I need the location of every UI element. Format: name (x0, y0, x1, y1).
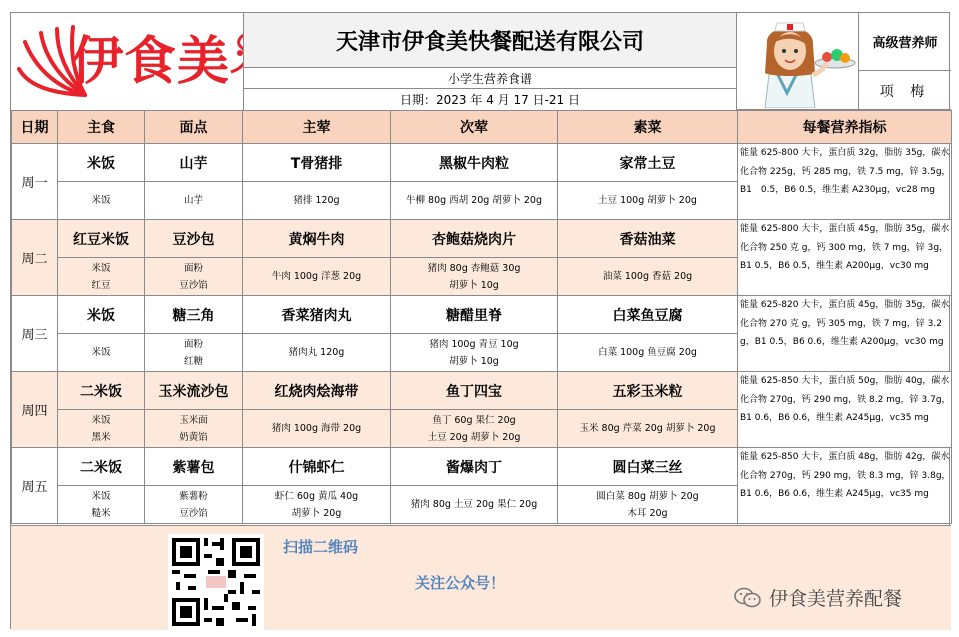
staple-ingredients (58, 334, 145, 372)
side-meat-ingredients (391, 182, 558, 220)
pastry-dish: 山芋 (145, 144, 243, 182)
nutrition-cell: 能量 625-820 大卡，蛋白质 45g，脂肪 35g，碳水化合物 270 克 g，钙 305 mg，铁 7 mg，锌 3.2g，B1 0.5，B6 0.6，维生素 A200μg，vc30 mg (738, 296, 952, 372)
nutrition-cell: 能量 625-800 大卡，蛋白质 32g，脂肪 35g，碳水化合物 225g，钙 285 mg，铁 7.5 mg，锌 3.5g，B1 0.5，B6 0.5，维生素 A230μg，vc28 mg (738, 144, 952, 220)
ingredient-line: 玉米 80g 芹菜 20g 胡萝卜 20g (579, 423, 716, 434)
ingredient-line: 猪肉 100g 海带 20g (271, 423, 362, 434)
side-meat-dish: 杏鲍菇烧肉片 (391, 220, 558, 258)
nutrition-cell: 能量 625-850 大卡，蛋白质 50g，脂肪 40g，碳水化合物 270g，钙 290 mg，铁 8.2 mg，锌 3.7g，B1 0.6，B6 0.6，维生素 A245μg，vc35 mg (738, 372, 952, 448)
nutrition-cell: 能量 625-850 大卡，蛋白质 48g，脂肪 42g，碳水化合物 270g，钙 290 mg，铁 8.3 mg，锌 3.8g，B1 0.6，B6 0.6，维生素 A245μg，vc35 mg (738, 448, 952, 524)
main-meat-dish: 什锦虾仁 (243, 448, 391, 486)
staple-ingredients (58, 486, 145, 524)
main-meat-dish: 黄焖牛肉 (243, 220, 391, 258)
table-row (12, 448, 952, 486)
ingredient-line: 胡萝卜 10g (449, 355, 499, 367)
veg-ingredients (558, 486, 738, 524)
nurse-illustration (737, 13, 859, 110)
staple-dish: 二米饭 (58, 372, 145, 410)
column-header: 每餐营养指标 (738, 111, 952, 144)
scan-qr-text: 扫描二维码 (283, 538, 359, 556)
ingredient-line: 奶黄馅 (179, 431, 208, 443)
main-meat-dish: 香菜猪肉丸 (243, 296, 391, 334)
company-title: 天津市伊食美快餐配送有限公司 (244, 13, 736, 68)
veg-dish: 香菇油菜 (558, 220, 738, 258)
ingredient-line: 紫薯粉 (179, 490, 208, 502)
menu-subtitle: 小学生营养食谱 (244, 68, 736, 89)
wechat-icon (733, 586, 763, 610)
table-row (12, 372, 952, 410)
logo (11, 13, 259, 110)
ingredient-line: 白菜 100g 鱼豆腐 20g (598, 347, 697, 358)
column-header: 主食 (58, 111, 145, 144)
veg-dish: 圆白菜三丝 (558, 448, 738, 486)
staple-ingredients (58, 410, 145, 448)
header (11, 13, 951, 110)
column-header: 日期 (12, 111, 58, 144)
ingredient-line: 米饭 (91, 490, 111, 502)
main-meat-ingredients (243, 486, 391, 524)
menu-sheet (10, 12, 950, 629)
veg-dish: 白菜鱼豆腐 (558, 296, 738, 334)
day-cell: 周二 (12, 220, 58, 296)
veg-ingredients (558, 410, 738, 448)
ingredient-line: 猪排 120g (293, 195, 340, 206)
table-row (12, 144, 952, 182)
staple-ingredients (58, 258, 145, 296)
ingredient-line: 胡萝卜 10g (449, 279, 499, 291)
ingredient-line: 豆沙馅 (179, 279, 208, 291)
main-meat-ingredients (243, 182, 391, 220)
table-header-row (12, 111, 952, 144)
ingredient-line: 糙米 (91, 507, 111, 519)
main-meat-ingredients (243, 258, 391, 296)
ingredient-line: 猪肉 100g 青豆 10g (429, 338, 519, 350)
ingredient-line: 猪肉 80g 土豆 20g 果仁 20g (410, 499, 538, 510)
follow-account-text: 关注公众号！ (415, 574, 506, 592)
veg-dish: 家常土豆 (558, 144, 738, 182)
title-area (243, 13, 737, 110)
nutritionist-name: 项 梅 (879, 83, 931, 100)
side-meat-ingredients (391, 486, 558, 524)
veg-ingredients (558, 334, 738, 372)
ingredient-line: 红豆 (91, 279, 111, 291)
column-header: 主荤 (243, 111, 391, 144)
main-meat-ingredients (243, 334, 391, 372)
ingredient-line: 油菜 100g 香菇 20g (602, 271, 693, 282)
column-header: 素菜 (558, 111, 738, 144)
ingredient-line: 黑米 (91, 431, 111, 443)
staple-dish: 米饭 (58, 296, 145, 334)
menu-table (11, 110, 952, 524)
day-cell: 周四 (12, 372, 58, 448)
table-row (12, 220, 952, 258)
ingredient-line: 鱼丁 60g 果仁 20g (432, 414, 516, 426)
logo-text: 伊食美 (71, 31, 231, 92)
role-title: 高级营养师 (859, 13, 951, 71)
column-header: 次荤 (391, 111, 558, 144)
wechat-account-name: 伊食美营养配餐 (769, 588, 903, 610)
pastry-dish: 豆沙包 (145, 220, 243, 258)
pastry-ingredients (145, 182, 243, 220)
ingredient-line: 猪肉 80g 杏鲍菇 30g (427, 262, 521, 274)
ingredient-line: 牛柳 80g 西胡 20g 胡萝卜 20g (406, 195, 542, 206)
menu-date: 日期：2023 年 4 月 17 日-21 日 (400, 93, 580, 107)
pastry-ingredients (145, 258, 243, 296)
side-meat-dish: 黑椒牛肉粒 (391, 144, 558, 182)
pastry-ingredients (145, 486, 243, 524)
pastry-ingredients (145, 334, 243, 372)
ingredient-line: 牛肉 100g 洋葱 20g (271, 271, 362, 282)
main-meat-dish: T骨猪排 (243, 144, 391, 182)
side-meat-dish: 糖醋里脊 (391, 296, 558, 334)
ingredient-line: 米饭 (91, 262, 111, 274)
veg-ingredients (558, 258, 738, 296)
ingredient-line: 土豆 100g 胡萝卜 20g (598, 195, 697, 206)
pastry-ingredients (145, 410, 243, 448)
nutritionist-box (859, 13, 951, 110)
ingredient-line: 米饭 (91, 195, 111, 206)
staple-dish: 二米饭 (58, 448, 145, 486)
qr-code[interactable] (168, 534, 264, 630)
ingredient-line: 米饭 (91, 347, 111, 358)
pastry-dish: 糖三角 (145, 296, 243, 334)
ingredient-line: 猪肉丸 120g (288, 347, 345, 358)
ingredient-line: 面粉 (183, 338, 203, 350)
main-meat-dish: 红烧肉烩海带 (243, 372, 391, 410)
side-meat-dish: 鱼丁四宝 (391, 372, 558, 410)
staple-ingredients (58, 182, 145, 220)
table-row (12, 296, 952, 334)
ingredient-line: 土豆 20g 胡萝卜 20g (427, 431, 521, 443)
side-meat-ingredients (391, 258, 558, 296)
ingredient-line: 面粉 (183, 262, 203, 274)
day-cell: 周五 (12, 448, 58, 524)
day-cell: 周一 (12, 144, 58, 220)
ingredient-line: 红糖 (183, 355, 203, 367)
nutrition-cell: 能量 625-800 大卡，蛋白质 45g，脂肪 35g，碳水化合物 250 克 g，钙 300 mg，铁 7 mg，锌 3g，B1 0.5，B6 0.5，维生素 A200μg，vc30 mg (738, 220, 952, 296)
ingredient-line: 虾仁 60g 黄瓜 40g (274, 490, 359, 502)
side-meat-ingredients (391, 334, 558, 372)
side-meat-ingredients (391, 410, 558, 448)
ingredient-line: 胡萝卜 20g (291, 507, 342, 519)
ingredient-line: 圆白菜 80g 胡萝卜 20g (596, 490, 699, 502)
pastry-dish: 紫薯包 (145, 448, 243, 486)
nurse-holding-salad-icon (737, 13, 857, 108)
footer (11, 525, 951, 630)
day-cell: 周三 (12, 296, 58, 372)
ingredient-line: 米饭 (91, 414, 111, 426)
pastry-dish: 玉米流沙包 (145, 372, 243, 410)
ingredient-line: 豆沙馅 (179, 507, 208, 519)
wechat-account[interactable] (733, 584, 902, 611)
column-header: 面点 (145, 111, 243, 144)
veg-dish: 五彩玉米粒 (558, 372, 738, 410)
side-meat-dish: 酱爆肉丁 (391, 448, 558, 486)
staple-dish: 米饭 (58, 144, 145, 182)
staple-dish: 红豆米饭 (58, 220, 145, 258)
main-meat-ingredients (243, 410, 391, 448)
qr-code-icon (168, 534, 264, 630)
ingredient-line: 玉米面 (179, 414, 208, 426)
veg-ingredients (558, 182, 738, 220)
ingredient-line: 木耳 20g (627, 507, 668, 519)
ingredient-line: 山芋 (183, 195, 203, 206)
